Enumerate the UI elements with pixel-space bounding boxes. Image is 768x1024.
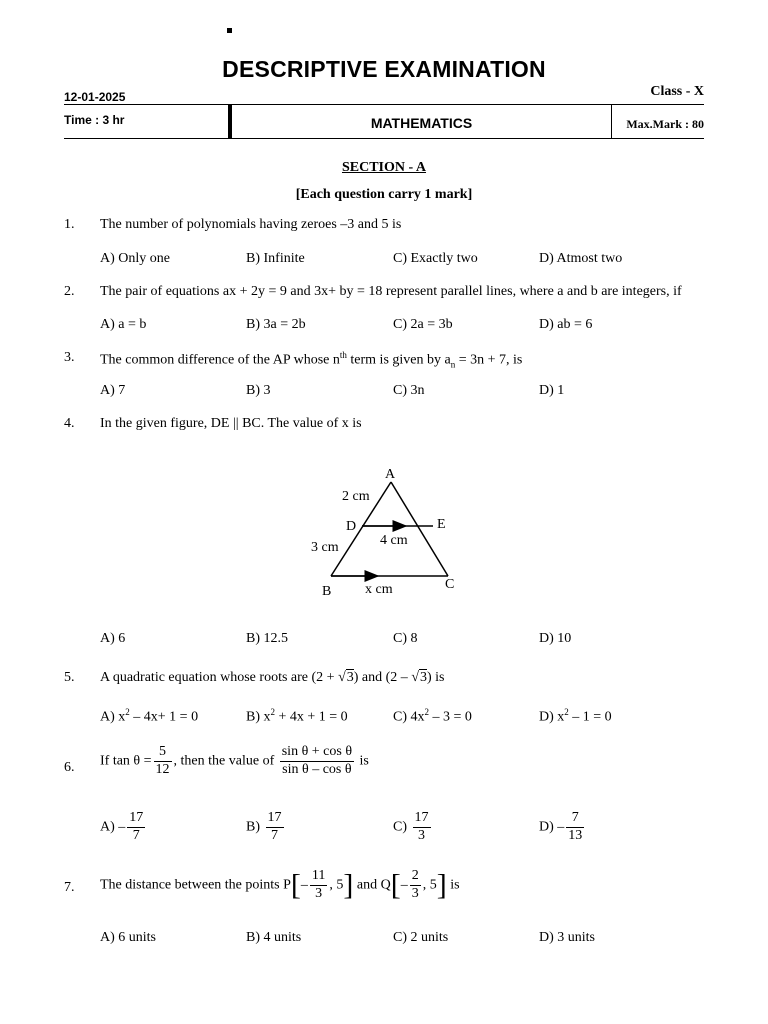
option-c: C) 2a = 3b xyxy=(393,317,453,332)
option-b: B) $x^2 + 4x + 1 = 0$ xyxy=(246,707,348,725)
exam-title: DESCRIPTIVE EXAMINATION xyxy=(222,56,546,82)
question-number: 1. xyxy=(64,217,75,232)
question-text: The common difference of the AP whose $n^{th}$ term is given by $a_n = 3n + 7$, is xyxy=(100,350,523,370)
option-a: A) $x^2 - 4x+ 1 = 0$ xyxy=(100,707,199,725)
question-text: In the given figure, DE || BC. The value of x is xyxy=(100,416,362,431)
option-d: D) Atmost two xyxy=(539,251,623,266)
option-c: C) 2 units xyxy=(393,930,449,945)
question-number: 3. xyxy=(64,350,75,365)
question-text: A quadratic equation whose roots are (2 + √3) and (2 – √3) is xyxy=(100,670,445,685)
question-text: The pair of equations ax + 2y = 9 and 3x+ by = 18 represent parallel lines, where a and b are integers, if xyxy=(100,284,682,299)
option-a: A) 7 xyxy=(100,383,126,398)
label-db: 3 cm xyxy=(311,540,339,555)
option-d: D) 10 xyxy=(539,631,572,646)
label-a: A xyxy=(385,467,396,482)
question-number: 5. xyxy=(64,670,75,685)
label-d: D xyxy=(346,519,357,534)
header-dot xyxy=(227,28,232,33)
option-b: B) 3 xyxy=(246,383,271,398)
option-a: A) a = b xyxy=(100,317,147,332)
option-d: D) 1 xyxy=(539,383,565,398)
label-de: 4 cm xyxy=(380,533,408,548)
label-c: C xyxy=(445,577,455,592)
option-d: D) ab = 6 xyxy=(539,317,593,332)
label-bc: x cm xyxy=(365,582,393,597)
question-number: 2. xyxy=(64,284,75,299)
option-b: B) 12.5 xyxy=(246,631,288,646)
label-ad: 2 cm xyxy=(342,489,370,504)
option-a: A) 6 units xyxy=(100,930,156,945)
section-instruction: [Each question carry 1 mark] xyxy=(295,187,473,202)
question-text: If tan θ = $\frac{5}{12}$ , then the value of $\frac{\text{sin θ + cos θ}}{\text{sin θ – cos θ}}$ is xyxy=(100,744,369,777)
label-b: B xyxy=(322,584,332,599)
option-b: B) 4 units xyxy=(246,930,302,945)
option-c: C) $\frac{17}{3}$ xyxy=(393,810,429,843)
label-e: E xyxy=(437,517,446,532)
section-title: SECTION - A xyxy=(341,160,427,175)
exam-time: Time : 3 hr xyxy=(64,113,125,127)
option-d: D) $x^2 - 1 = 0$ xyxy=(539,707,612,725)
header-bottom-rule xyxy=(64,138,704,139)
option-a: A) – $\frac{17}{7}$ xyxy=(100,810,144,843)
question-text: The number of polynomials having zeroes –3 and 5 is xyxy=(100,217,402,232)
option-d: D) – $\frac{7}{13}$ xyxy=(539,810,583,843)
option-a: A) 6 xyxy=(100,631,126,646)
class-label: Class - X xyxy=(650,84,704,99)
option-b: B) 3a = 2b xyxy=(246,317,306,332)
triangle-figure xyxy=(300,460,470,605)
question-number: 4. xyxy=(64,416,75,431)
header-top-rule xyxy=(64,104,704,105)
option-b: B) Infinite xyxy=(246,251,305,266)
question-number: 7. xyxy=(64,880,75,895)
option-a: A) Only one xyxy=(100,251,170,266)
max-marks: Max.Mark : 80 xyxy=(626,117,704,131)
option-c: C) Exactly two xyxy=(393,251,478,266)
question-number: 6. xyxy=(64,760,75,775)
subject-name: MATHEMATICS xyxy=(370,115,473,131)
question-text: The distance between the points P[– $\frac{11}{3}$ , 5] and Q[– $\frac{2}{3}$ , 5] is xyxy=(100,868,460,902)
option-c: C) 8 xyxy=(393,631,418,646)
option-d: D) 3 units xyxy=(539,930,595,945)
option-b: B) $\frac{17}{7}$ xyxy=(246,810,282,843)
option-c: C) 3n xyxy=(393,383,425,398)
option-c: C) $4x^2 - 3 = 0$ xyxy=(393,707,472,725)
exam-date: 12-01-2025 xyxy=(64,90,126,104)
